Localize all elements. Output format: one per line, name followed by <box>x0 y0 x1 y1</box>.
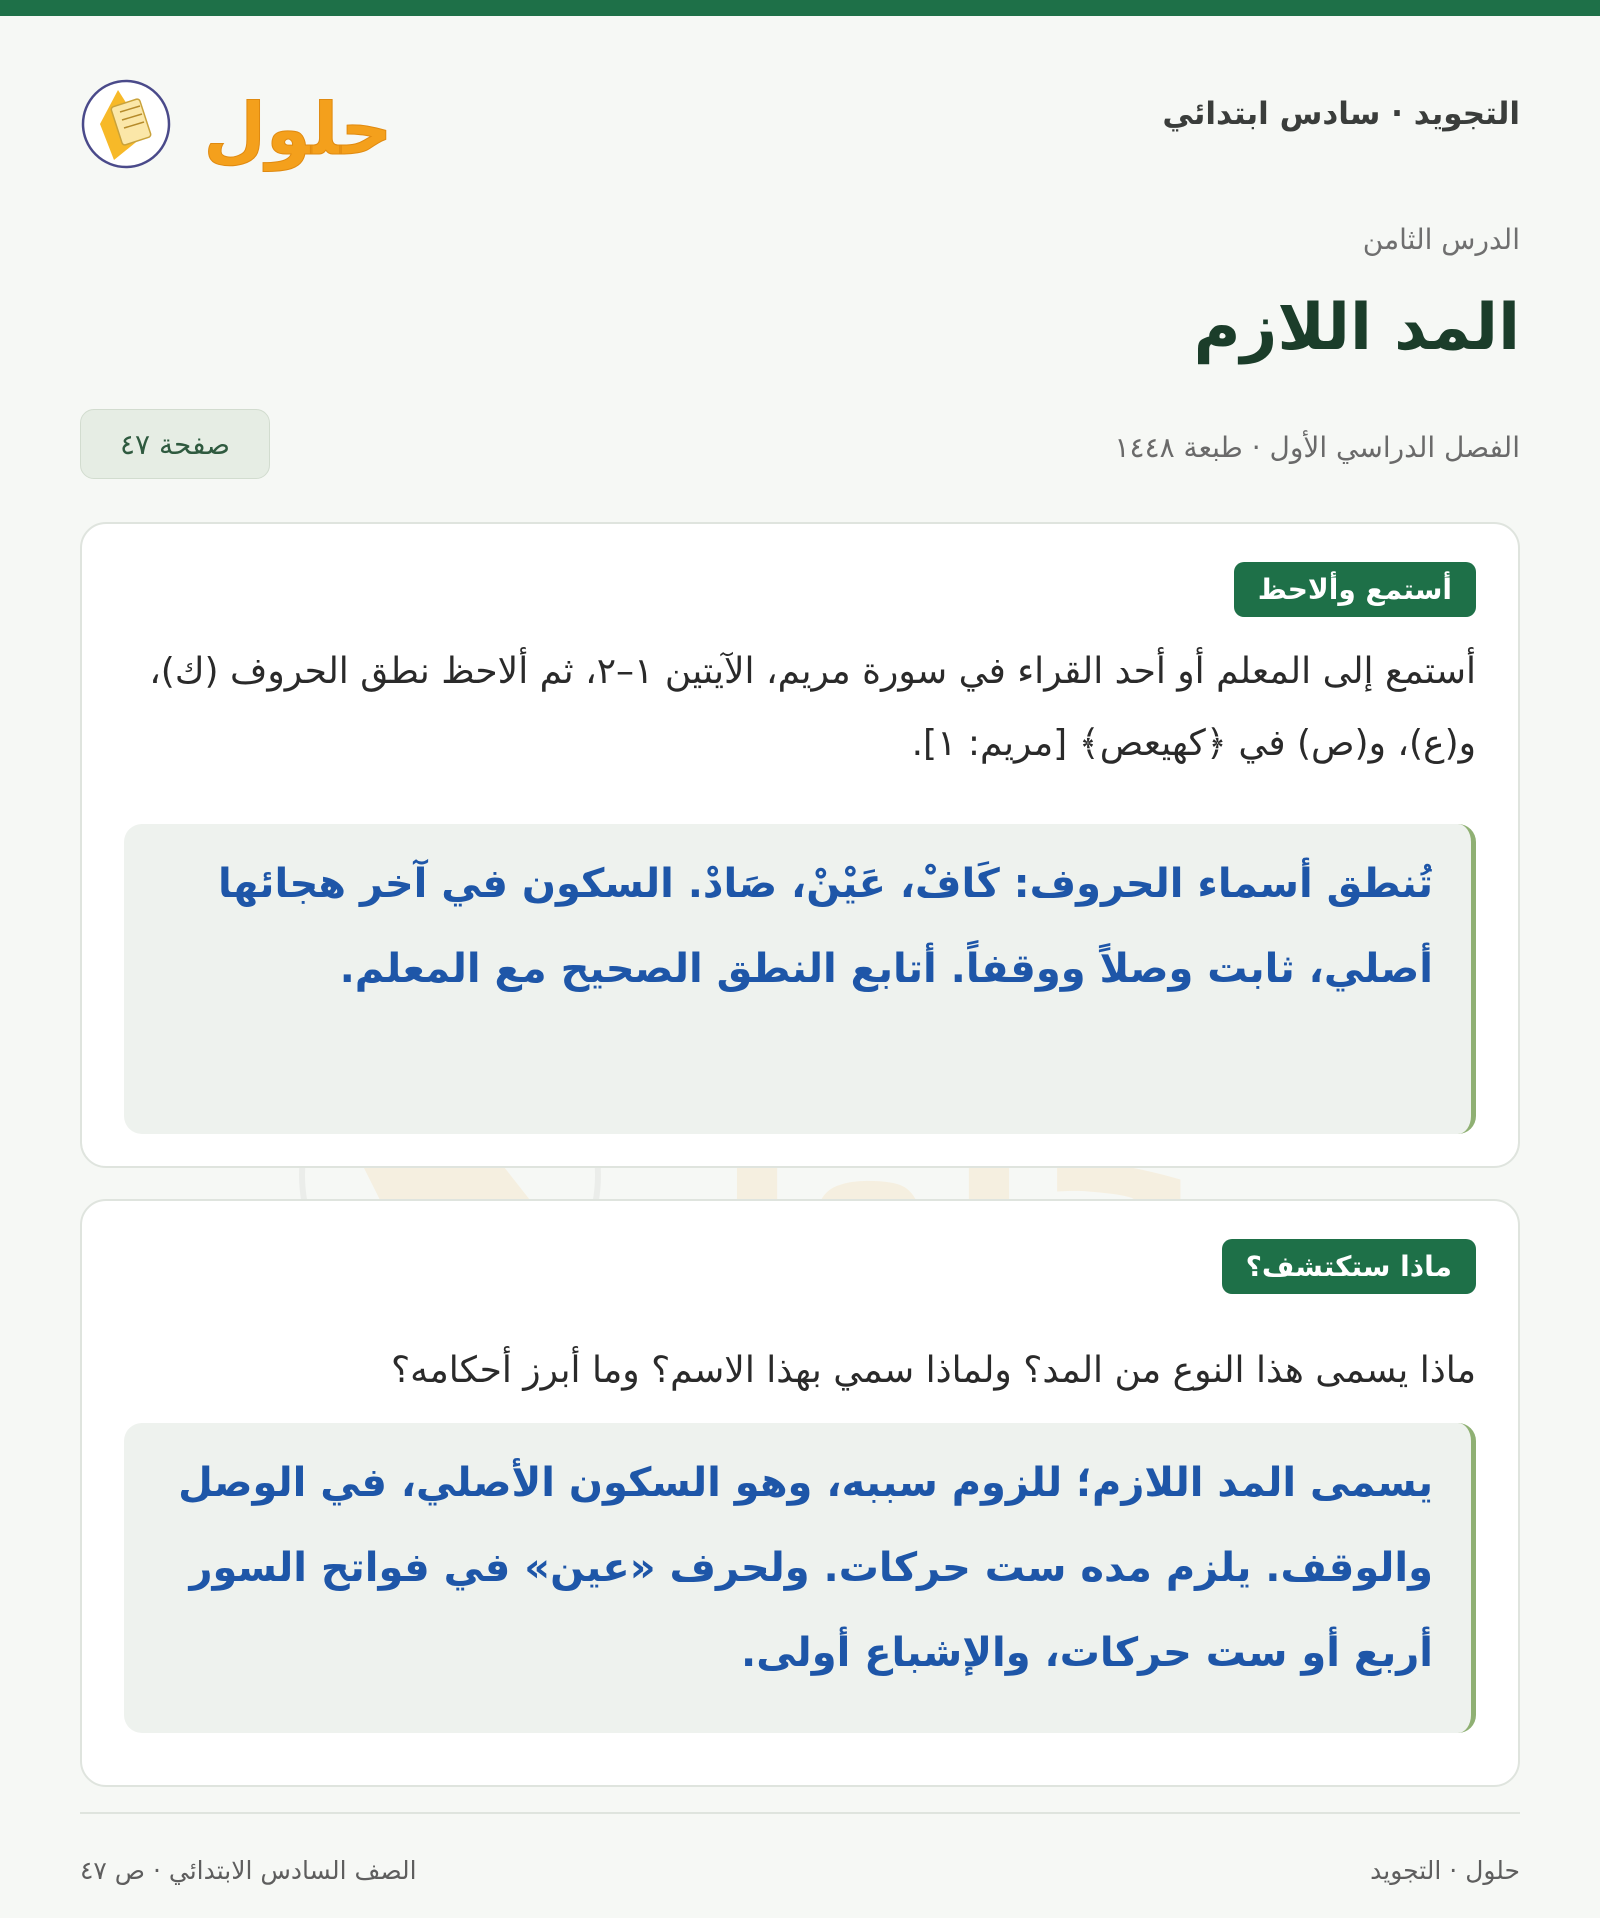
watermark-text: حلول <box>598 1043 1202 1310</box>
subject-title: التجويد · سادس ابتدائي <box>1162 96 1520 132</box>
lesson-title: المد اللازم <box>1193 291 1520 365</box>
answer-text: تُنطق أسماء الحروف: كَافْ، عَيْنْ، صَادْ. السكون في آخر هجائها أصلي، ثابت وصلاً ووقفاً. أتابع النطق الصحيح مع المعلم. <box>218 861 1433 992</box>
footer-brand: حلول · التجويد <box>1370 1856 1520 1885</box>
footer-grade-page: الصف السادس الابتدائي · ص ٤٧ <box>80 1856 417 1885</box>
section-tag-discover: ماذا ستكتشف؟ <box>1222 1239 1476 1294</box>
section-tag-listen: أستمع وألاحظ <box>1234 562 1476 617</box>
header <box>80 66 1520 176</box>
answer-text: يسمى المد اللازم؛ للزوم سببه، وهو السكون الأصلي، في الوصل والوقف. يلزم مده ست حركات. ولحرف «عين» في فواتح السور أربع أو ست حركات، والإشباع أولى. <box>178 1460 1433 1676</box>
question-text: ماذا يسمى هذا النوع من المد؟ ولماذا سمي بهذا الاسم؟ وما أبرز أحكامه؟ <box>391 1350 1476 1391</box>
lesson-number: الدرس الثامن <box>1362 223 1520 256</box>
answer-box <box>124 824 1476 1134</box>
logo-text: حلول <box>203 87 393 171</box>
answer-box <box>124 1423 1476 1733</box>
top-accent-bar <box>0 0 1600 16</box>
discover-card <box>80 1199 1520 1787</box>
page <box>80 16 1520 1918</box>
instruction-text: أستمع إلى المعلم أو أحد القراء في سورة مريم، الآيتين ١–٢، ثم ألاحظ نطق الحروف (ك)، و(ع)، و(ص) في ﴿كهيعص﴾ [مريم: ١]. <box>149 651 1476 764</box>
page-number-badge: صفحة ٤٧ <box>80 409 270 479</box>
footer-divider <box>80 1812 1520 1814</box>
semester-edition: الفصل الدراسي الأول · طبعة ١٤٤٨ <box>1114 431 1520 464</box>
listen-observe-card <box>80 522 1520 1168</box>
hulool-logo[interactable] <box>80 72 393 176</box>
